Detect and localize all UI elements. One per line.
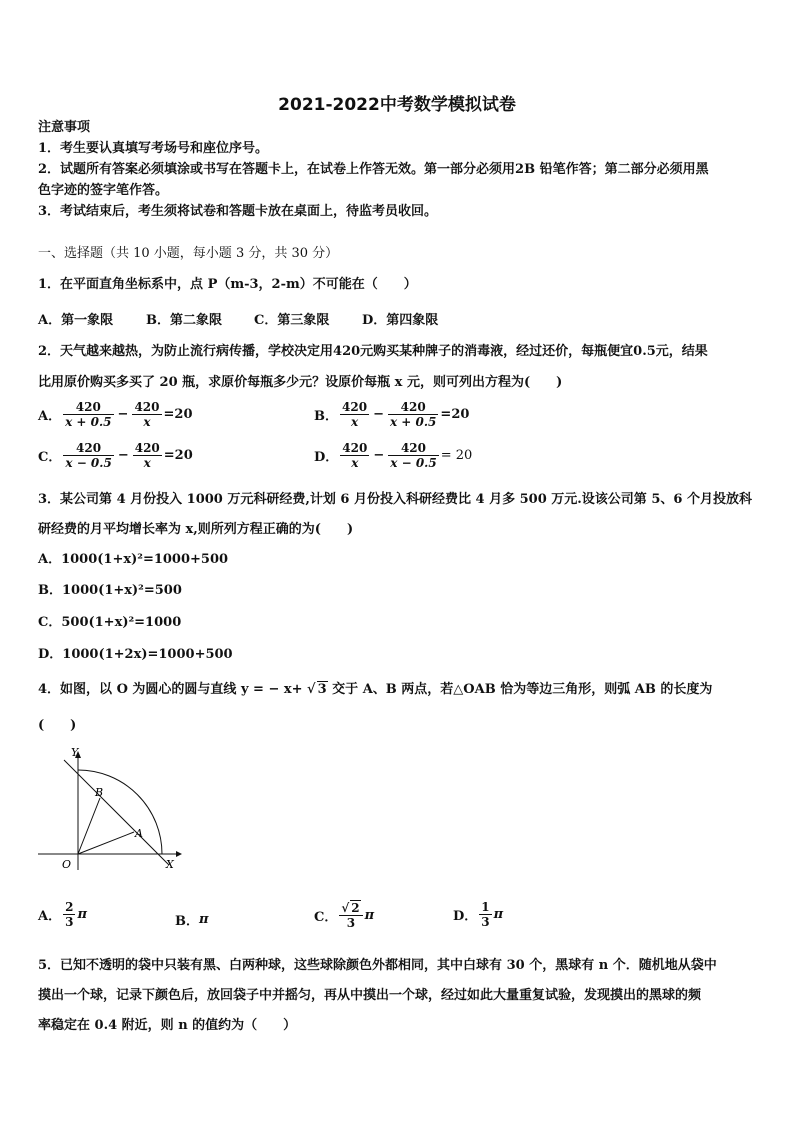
minus-sign: − [373,407,384,422]
point-b-label: B [95,786,104,799]
option-label: C． [38,450,62,465]
point-a-label: A [135,827,143,840]
question-2-stem: 比用原价购买多买了 20 瓶，求原价每瓶多少元？设原价每瓶 x 元，则可列出方程为( ) [38,375,563,390]
fraction [339,900,362,930]
x-axis-label: X [166,858,174,871]
question-3-stem: 3．某公司第 4 月份投入 1000 万元科研经费,计划 6 月份投入科研经费比 4 月多 500 万元.设该公司第 5、6 个月投放科 [38,492,752,507]
q1-option-d: D．第四象限 [362,313,439,328]
q1-option-b: B．第二象限 [146,313,222,328]
pi-symbol: π [77,907,87,922]
q2-option-c [38,441,193,470]
equation-rhs: =20 [440,407,470,422]
denominator: 3 [346,916,356,930]
equation-rhs: =20 [163,448,193,463]
numerator: 420 [134,400,160,414]
q4-option-c [314,900,374,930]
option-label: A． [38,409,62,424]
sqrt-symbol: √ [341,901,350,915]
numerator: 420 [63,400,113,415]
q2-option-a [38,400,193,429]
notice-heading: 注意事项 [38,120,91,135]
question-3-stem: 研经费的月平均增长率为 x,则所列方程正确的为( ) [38,522,354,537]
fraction [388,441,438,470]
question-5-stem: 率稳定在 0.4 附近，则 n 的值约为（ ） [38,1018,297,1033]
option-label: D． [314,450,339,465]
numerator: 420 [342,441,368,455]
pi-symbol: π [493,907,504,922]
minus-sign: − [117,448,129,463]
fraction [479,900,491,929]
denominator: x [351,456,359,470]
q1-option-a: A．第一象限 [38,313,114,328]
segment-ob [78,798,100,854]
question-4-paren: ( ) [38,718,77,733]
fraction [388,400,438,429]
q3-option-a: A．1000(1+x)²=1000+500 [38,552,229,567]
denominator: x − 0.5 [65,456,112,470]
denominator: x − 0.5 [390,456,437,470]
segment-oa [78,832,134,854]
question-5-stem: 5．已知不透明的袋中只装有黑、白两种球，这些球除颜色外都相同，其中白球有 30 个，黑球有 n 个．随机地从袋中 [38,958,717,973]
y-axis-label: Y [71,748,79,759]
question-4-stem [38,681,712,698]
q3-option-b: B．1000(1+x)²=500 [38,583,182,598]
notice-item: 色字迹的签字笔作答。 [38,183,169,198]
origin-label: O [62,858,72,871]
numerator: 420 [342,400,368,414]
q4-option-b [175,910,209,929]
q4-option-a [38,900,87,929]
minus-sign: − [117,407,129,422]
pi-symbol: π [364,907,375,923]
numerator: 420 [63,441,113,456]
q3-option-c: C．500(1+x)²=1000 [38,615,182,630]
fraction [132,400,161,429]
notice-item: 2．试题所有答案必须填涂或书写在答题卡上，在试卷上作答无效。第一部分必须用2B 铅笔作答；第二部分必须用黑 [38,162,709,177]
equation-rhs: = 20 [440,448,473,463]
q3-option-d: D．1000(1+2x)=1000+500 [38,647,233,662]
option-label: D． [453,909,478,924]
page-title: 2021-2022中考数学模拟试卷 [278,95,516,115]
fraction [340,400,369,429]
stem-text: 4．如图，以 O 为圆心的圆与直线 y = − x+ [38,682,308,697]
denominator: x + 0.5 [389,415,437,429]
denominator: x [143,415,151,429]
denominator: x + 0.5 [65,415,112,429]
denominator: x [143,456,151,470]
option-label: A． [38,909,62,924]
circle-arc [78,770,162,854]
q4-figure [34,748,184,873]
denominator: 3 [481,915,490,929]
pi-symbol: π [199,912,209,927]
sqrt-symbol: √ [307,682,316,697]
denominator: 3 [65,915,74,929]
option-label: B． [314,409,338,424]
sqrt-argument: 3 [317,682,327,697]
equation-rhs: =20 [163,407,193,422]
numerator: 1 [481,900,490,914]
notice-item: 1．考生要认真填写考场号和座位序号。 [38,141,269,156]
numerator [339,900,362,916]
question-5-stem: 摸出一个球，记录下颜色后，放回袋子中并摇匀，再从中摸出一个球，经过如此大量重复试验，发现摸出的黑球的频 [38,988,702,1003]
question-2-stem: 2．天气越来越热，为防止流行病传播，学校决定用420元购买某种牌子的消毒液，经过还价，每瓶便宜0.5元，结果 [38,344,708,359]
option-label: B． [175,914,199,929]
stem-text: 交于 A、B 两点，若△OAB 恰为等边三角形，则弧 AB 的长度为 [327,682,713,697]
q2-option-b [314,400,469,429]
option-label: C． [314,909,338,925]
fraction [133,441,162,470]
section-heading: 一、选择题（共 10 小题，每小题 3 分，共 30 分） [38,246,339,261]
numerator: 420 [388,400,438,415]
q1-option-c: C．第三象限 [254,313,330,328]
minus-sign: − [373,448,385,463]
numerator: 2 [65,900,74,914]
fraction [63,900,75,929]
fraction [63,441,113,470]
numerator: 420 [388,441,438,456]
x-axis-arrow [176,851,182,857]
numerator: 420 [134,441,160,455]
fraction [340,441,369,470]
denominator: x [350,415,359,429]
q4-option-d [453,900,503,929]
question-1-stem: 1．在平面直角坐标系中，点 P（m-3，2-m）不可能在（ ） [38,277,417,292]
sqrt-argument: 2 [351,901,360,915]
fraction [63,400,113,429]
q2-option-d [314,441,472,470]
notice-item: 3．考试结束后，考生须将试卷和答题卡放在桌面上，待监考员收回。 [38,204,438,219]
